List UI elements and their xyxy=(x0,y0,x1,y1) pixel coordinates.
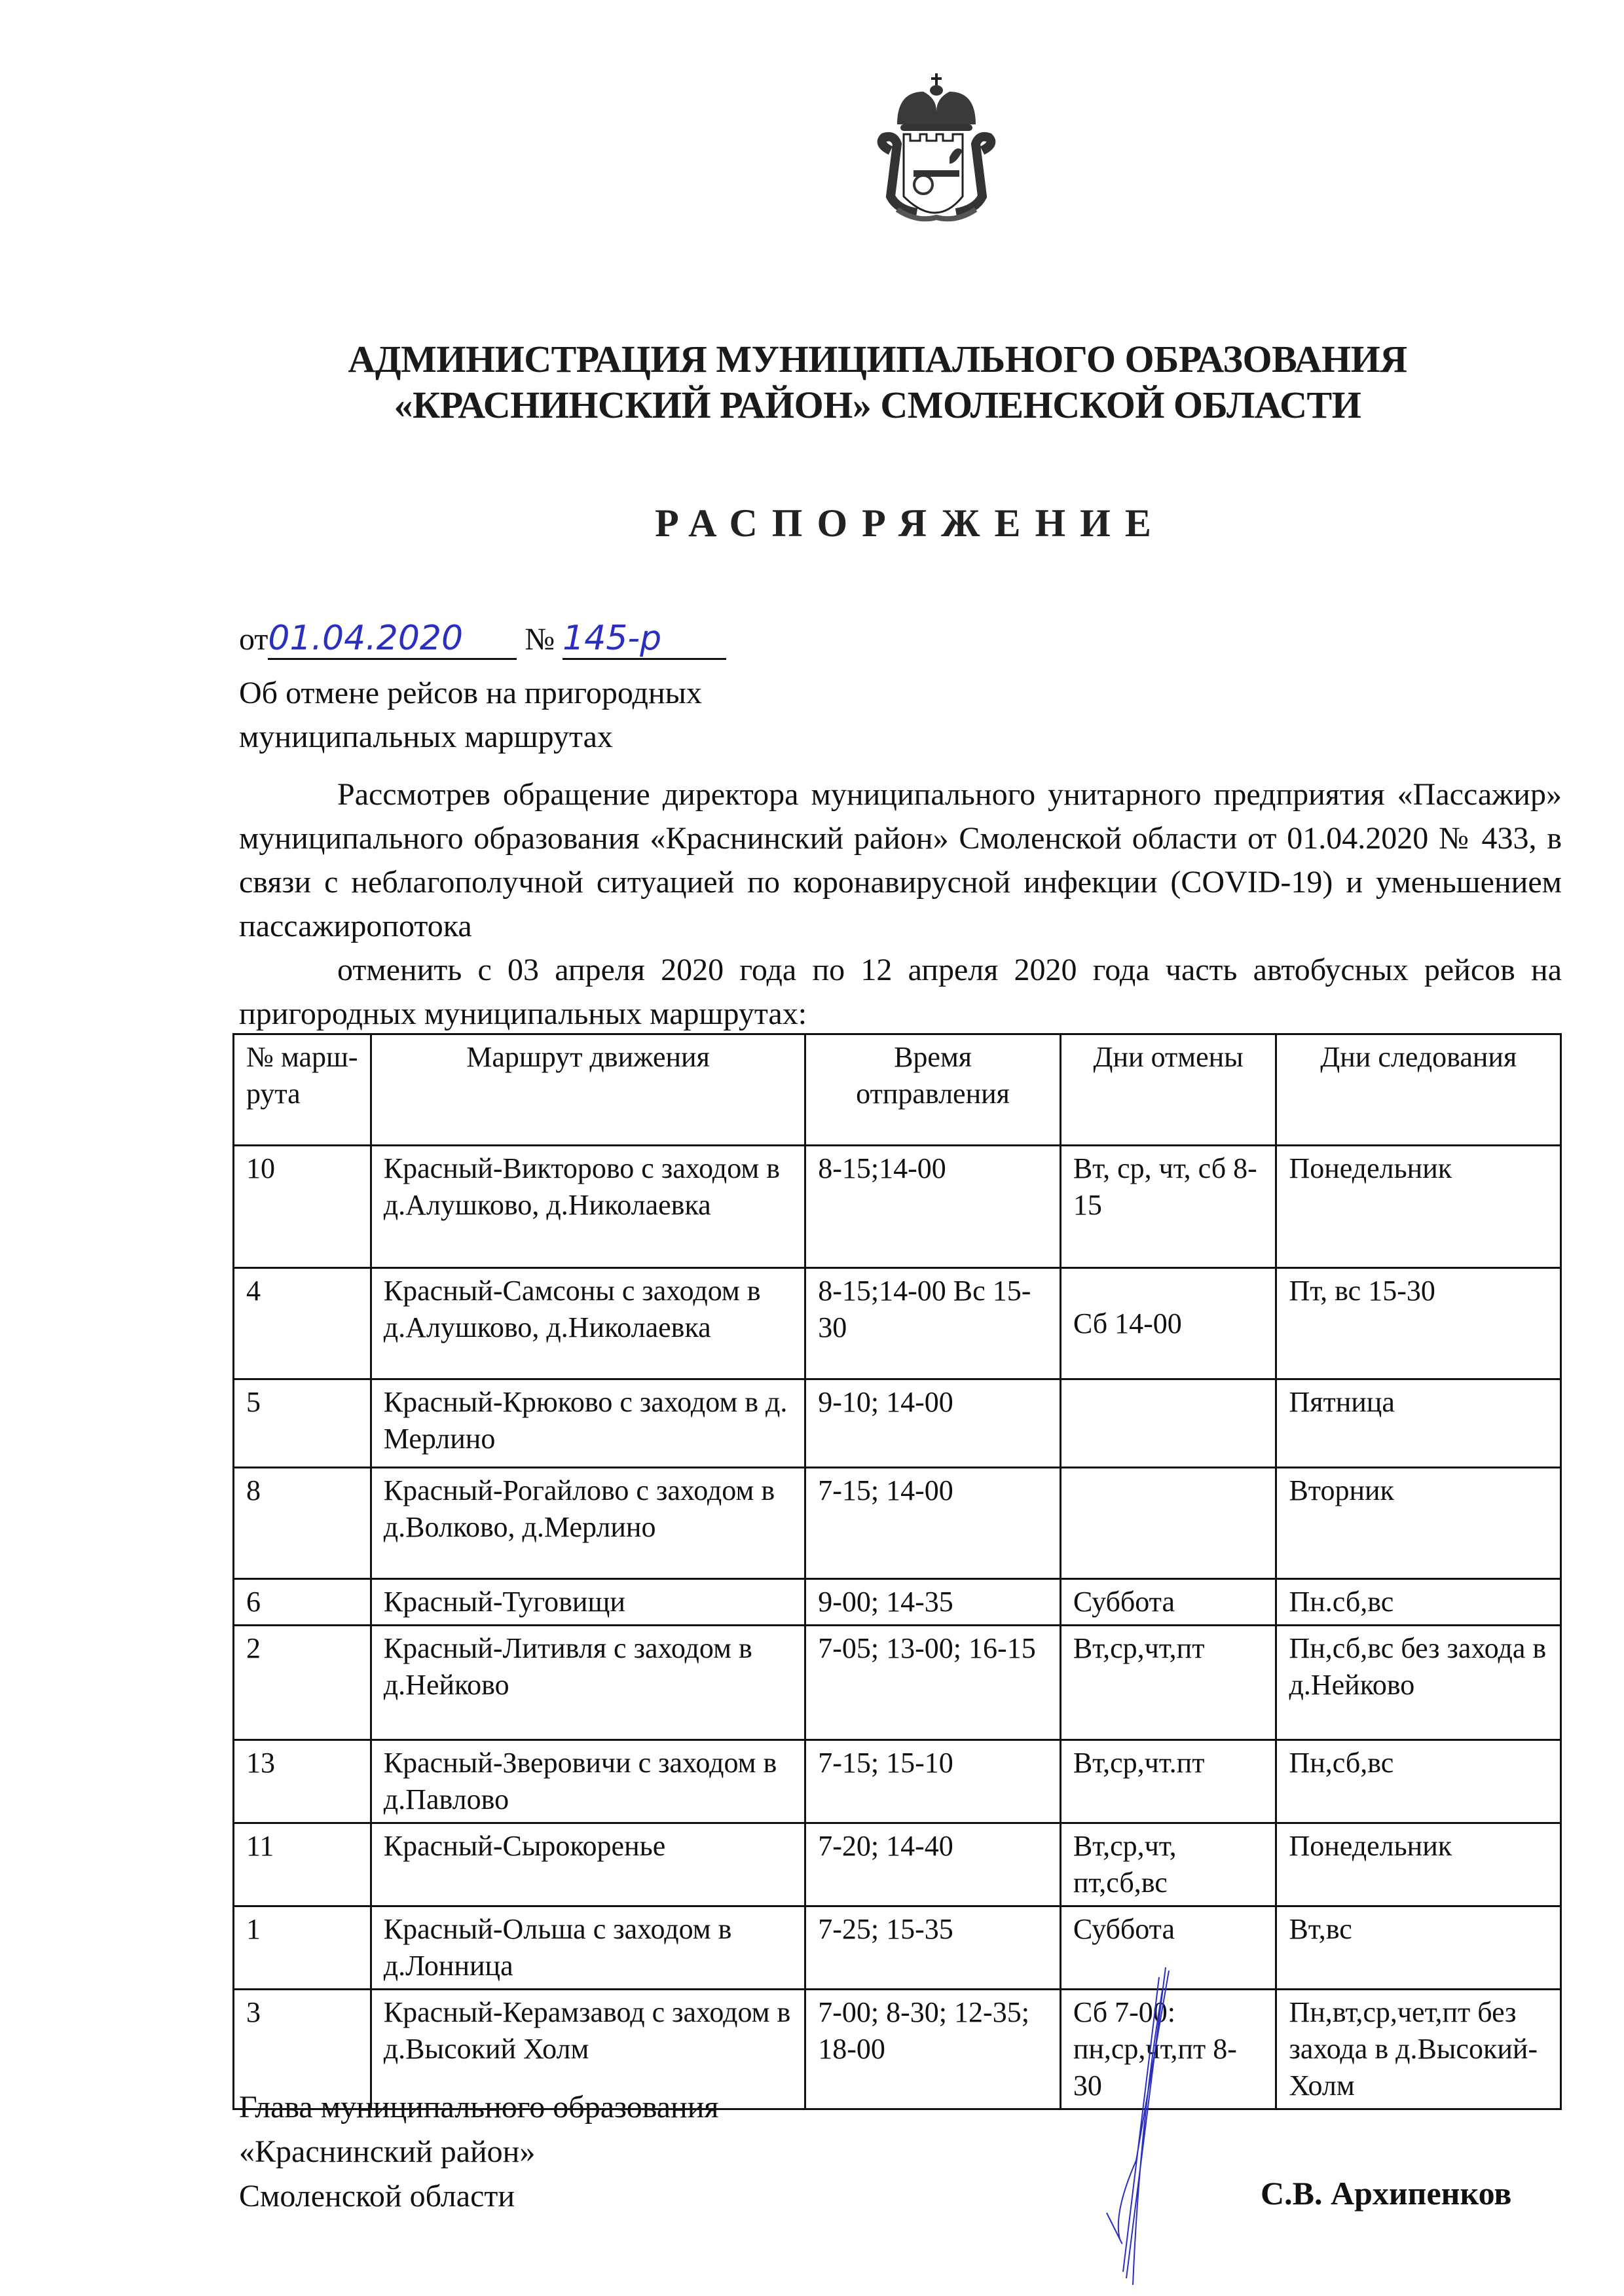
cell-time: 7-00; 8-30; 12-35; 18-00 xyxy=(805,1990,1061,2109)
body-text xyxy=(239,773,1562,1036)
subject-line: Об отмене рейсов на пригородных xyxy=(239,676,702,710)
subject xyxy=(239,671,702,759)
signatory-position xyxy=(239,2085,719,2219)
cell-num: 4 xyxy=(234,1268,371,1379)
cell-time: 9-00; 14-35 xyxy=(805,1579,1061,1626)
cell-days: Понедельник xyxy=(1276,1146,1561,1268)
cell-cancel: Вт,ср,чт,пт xyxy=(1060,1626,1276,1740)
body-paragraph-2: отменить с 03 апреля 2020 года по 12 апреля 2020 года часть автобусных рейсов на пригородных муниципальных маршрутах: xyxy=(239,953,1562,1031)
cell-time: 7-05; 13-00; 16-15 xyxy=(805,1626,1061,1740)
cell-days: Вт,вс xyxy=(1276,1906,1561,1990)
cell-route: Красный-Викторово с заходом в д.Алушково, д.Николаевка xyxy=(371,1146,805,1268)
cell-time: 8-15;14-00 Вс 15-30 xyxy=(805,1268,1061,1379)
table-row xyxy=(234,1626,1561,1740)
table-row xyxy=(234,1379,1561,1468)
cell-route: Красный-Зверовичи с заходом в д.Павлово xyxy=(371,1740,805,1823)
routes-table xyxy=(232,1033,1562,2110)
signatory-name: С.В. Архипенков xyxy=(1261,2175,1512,2212)
cell-route: Красный-Сырокоренье xyxy=(371,1823,805,1906)
date-value: 01.04.2020 xyxy=(268,619,464,658)
cell-cancel xyxy=(1060,1468,1276,1579)
body-paragraph-1: Рассмотрев обращение директора муниципального унитарного предприятия «Пассажир» муниципального образования «Краснинский район» Смоленской области от 01.04.2020 № 433, в связи с неблагополучной ситуацией по коронавирусной инфекции (COVID-19) и уменьшением пассажиропотока xyxy=(239,777,1562,943)
cell-days: Вторник xyxy=(1276,1468,1561,1579)
cell-route: Красный-Литивля с заходом в д.Нейково xyxy=(371,1626,805,1740)
table-header-row xyxy=(234,1034,1561,1146)
cell-days: Пн,сб,вс без захода в д.Нейково xyxy=(1276,1626,1561,1740)
header-operating-days: Дни следования xyxy=(1276,1034,1561,1146)
cell-time: 7-15; 14-00 xyxy=(805,1468,1061,1579)
table-row xyxy=(234,1823,1561,1906)
cell-cancel: Вт, ср, чт, сб 8-15 xyxy=(1060,1146,1276,1268)
header-departure-time: Время отправления xyxy=(805,1034,1061,1146)
cell-time: 7-15; 15-10 xyxy=(805,1740,1061,1823)
cell-route: Красный-Рогайлово с заходом в д.Волково, д.Мерлино xyxy=(371,1468,805,1579)
header-route: Маршрут движения xyxy=(371,1034,805,1146)
cell-num: 11 xyxy=(234,1823,371,1906)
handwritten-signature-icon xyxy=(1087,1964,1172,2291)
cell-time: 9-10; 14-00 xyxy=(805,1379,1061,1468)
cell-cancel: Суббота xyxy=(1060,1906,1276,1990)
number-value: 145-р xyxy=(563,619,662,658)
cell-cancel: Суббота xyxy=(1060,1579,1276,1626)
cell-cancel: Сб 7-00: пн,ср,чт,пт 8-30 xyxy=(1060,1990,1276,2109)
cell-cancel: Вт,ср,чт.пт xyxy=(1060,1740,1276,1823)
cell-time: 7-20; 14-40 xyxy=(805,1823,1061,1906)
signatory-line: Смоленской области xyxy=(239,2179,515,2214)
cell-route: Красный-Самсоны с заходом в д.Алушково, д.Николаевка xyxy=(371,1268,805,1379)
date-line xyxy=(239,619,726,660)
date-field xyxy=(268,619,517,660)
number-field xyxy=(563,619,726,660)
table-row xyxy=(234,1268,1561,1379)
cell-days: Пт, вс 15-30 xyxy=(1276,1268,1561,1379)
cell-route: Красный-Крюково с заходом в д. Мерлино xyxy=(371,1379,805,1468)
cell-time: 7-25; 15-35 xyxy=(805,1906,1061,1990)
cell-days: Пн,вт,ср,чет,пт без захода в д.Высокий- Холм xyxy=(1276,1990,1561,2109)
from-label: от xyxy=(239,622,268,657)
cell-days: Пятница xyxy=(1276,1379,1561,1468)
coat-of-arms-icon xyxy=(858,72,1015,236)
table-row xyxy=(234,1468,1561,1579)
signatory-line: «Краснинский район» xyxy=(239,2134,536,2169)
cell-num: 2 xyxy=(234,1626,371,1740)
cell-num: 5 xyxy=(234,1379,371,1468)
table-row xyxy=(234,1906,1561,1990)
header-route-number: № марш-рута xyxy=(234,1034,371,1146)
cell-route: Красный-Керамзавод с заходом в д.Высокий Холм xyxy=(371,1990,805,2109)
cell-days: Пн.сб,вс xyxy=(1276,1579,1561,1626)
table-row xyxy=(234,1579,1561,1626)
cell-num: 13 xyxy=(234,1740,371,1823)
table-row xyxy=(234,1740,1561,1823)
cell-num: 6 xyxy=(234,1579,371,1626)
header-line-1: АДМИНИСТРАЦИЯ МУНИЦИПАЛЬНОГО ОБРАЗОВАНИЯ xyxy=(348,338,1407,380)
document-title: РАСПОРЯЖЕНИЕ xyxy=(655,501,1166,545)
header-line-2: «КРАСНИНСКИЙ РАЙОН» СМОЛЕНСКОЙ ОБЛАСТИ xyxy=(394,384,1361,426)
cell-days: Пн,сб,вс xyxy=(1276,1740,1561,1823)
table-row xyxy=(234,1146,1561,1268)
cell-num: 3 xyxy=(234,1990,371,2109)
cell-route: Красный-Туговищи xyxy=(371,1579,805,1626)
cell-num: 1 xyxy=(234,1906,371,1990)
cell-time: 8-15;14-00 xyxy=(805,1146,1061,1268)
signatory-line: Глава муниципального образования xyxy=(239,2090,719,2124)
cell-cancel xyxy=(1060,1379,1276,1468)
header-cancel-days: Дни отмены xyxy=(1060,1034,1276,1146)
number-label: № xyxy=(525,622,555,657)
cell-num: 8 xyxy=(234,1468,371,1579)
cell-route: Красный-Ольша с заходом в д.Лонница xyxy=(371,1906,805,1990)
cell-days: Понедельник xyxy=(1276,1823,1561,1906)
cell-cancel: Вт,ср,чт, пт,сб,вс xyxy=(1060,1823,1276,1906)
cell-cancel: Сб 14-00 xyxy=(1060,1268,1276,1379)
subject-line: муниципальных маршрутах xyxy=(239,720,613,754)
cell-num: 10 xyxy=(234,1146,371,1268)
